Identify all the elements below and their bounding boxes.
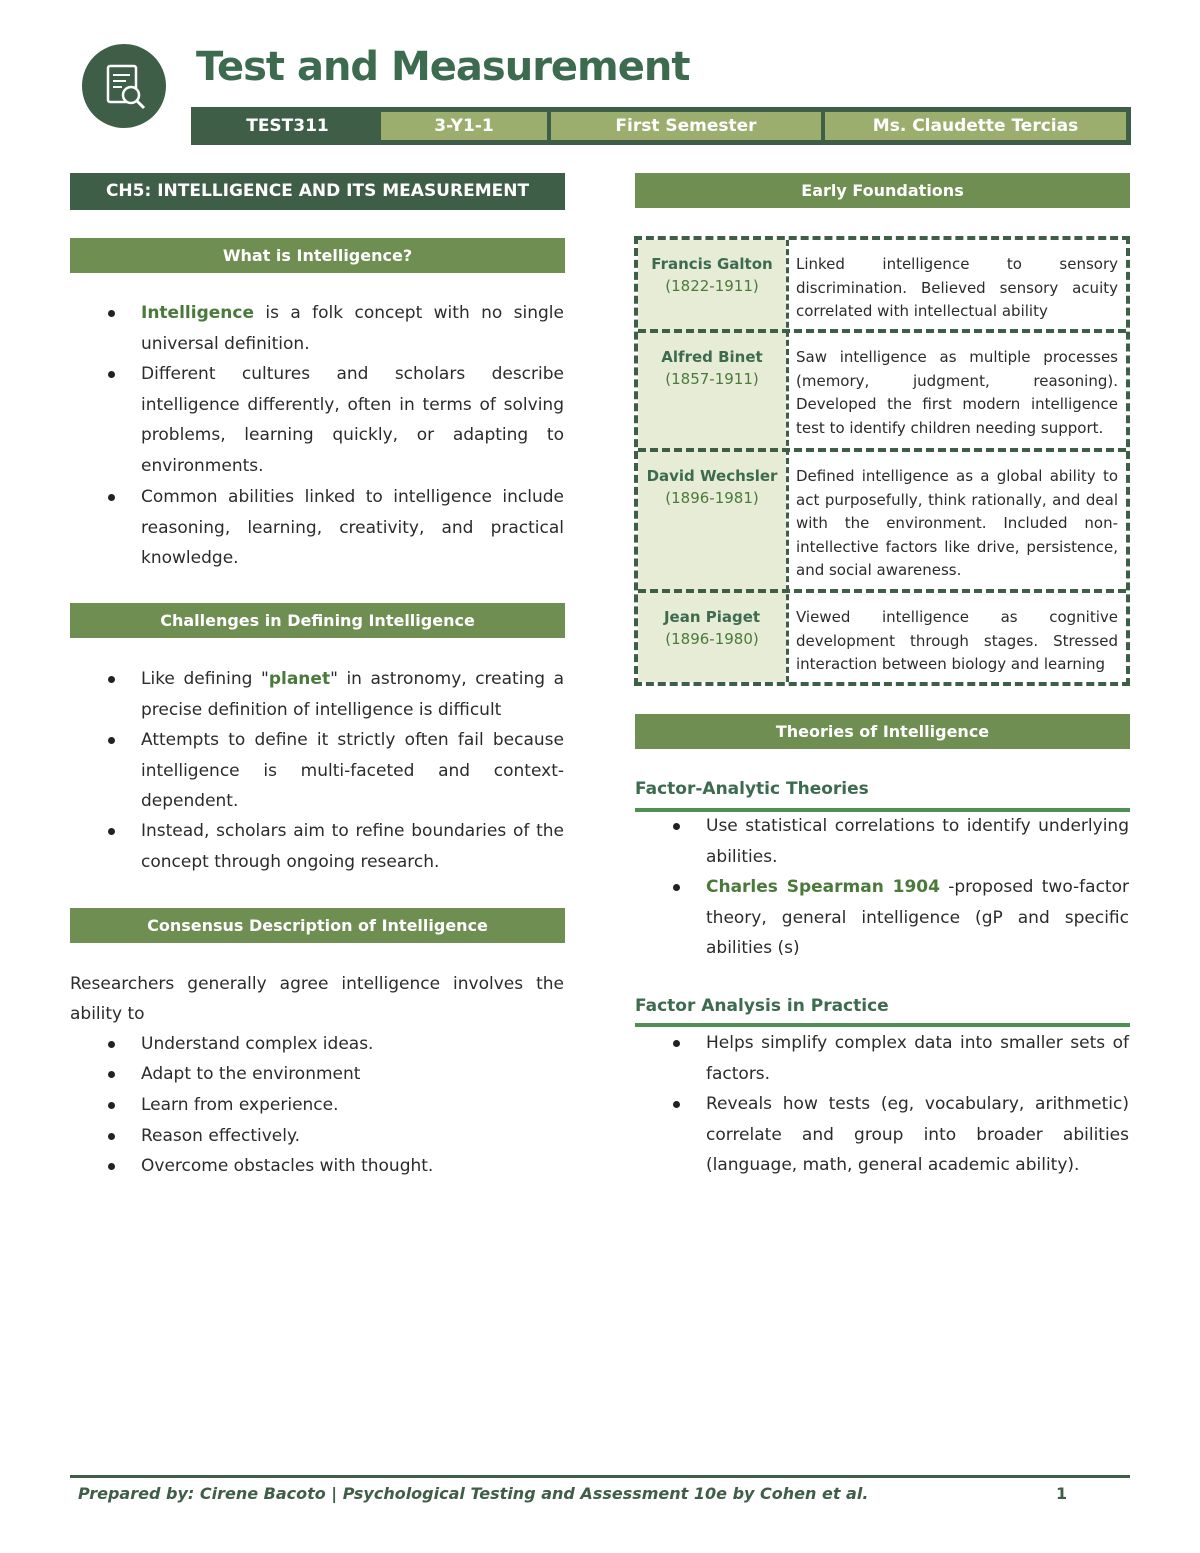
course-code: TEST311 — [196, 112, 379, 140]
table-row: Jean Piaget (1896-1980) — [663, 608, 761, 648]
list-item: Understand complex ideas. — [141, 1029, 564, 1060]
instructor-label: Ms. Claudette Tercias — [825, 112, 1126, 140]
consensus-header: Consensus Description of Intelligence — [70, 908, 565, 943]
footer-text: Prepared by: Cirene Bacoto | Psychological Testing and Assessment 10e by Cohen et al. — [78, 1484, 869, 1503]
list-item: Intelligence is a folk concept with no single universal definition. — [141, 298, 564, 359]
list-item: Common abilities linked to intelligence include reasoning, learning, creativity, and practical knowledge. — [141, 482, 564, 574]
table-row: Alfred Binet (1857-1911) — [661, 348, 763, 388]
what-is-intelligence-header: What is Intelligence? — [70, 238, 565, 273]
list-item: Overcome obstacles with thought. — [141, 1151, 564, 1182]
list-item: Like defining "planet" in astronomy, creating a precise definition of intelligence is difficult — [141, 664, 564, 725]
early-foundations-header: Early Foundations — [635, 173, 1130, 208]
theories-header: Theories of Intelligence — [635, 714, 1130, 749]
table-cell: Saw intelligence as multiple processes (memory, judgment, reasoning). Developed the first modern intelligence test to identify children needing support. — [796, 348, 1118, 437]
table-cell: Viewed intelligence as cognitive development through stages. Stressed interaction between biology and learning — [796, 608, 1118, 673]
list-item: Charles Spearman 1904 -proposed two-factor theory, general intelligence (gP and specific abilities (s) — [706, 872, 1129, 964]
list-item: Reveals how tests (eg, vocabulary, arithmetic) correlate and group into broader abilities (language, math, general academic ability). — [706, 1089, 1129, 1181]
divider — [635, 1023, 1130, 1027]
list-item: Helps simplify complex data into smaller sets of factors. — [706, 1028, 1129, 1089]
list-item: Reason effectively. — [141, 1121, 564, 1152]
list-item: Different cultures and scholars describe intelligence differently, often in terms of solving problems, learning quickly, or adapting to environments. — [141, 359, 564, 481]
list-item: Use statistical correlations to identify underlying abilities. — [706, 811, 1129, 872]
page-number: 1 — [1056, 1484, 1068, 1503]
foundations-table — [634, 236, 1130, 686]
table-row: David Wechsler (1896-1981) — [646, 467, 778, 507]
list-item: Attempts to define it strictly often fail because intelligence is multi-faceted and context-dependent. — [141, 725, 564, 817]
document-search-icon — [82, 44, 166, 128]
list-item: Adapt to the environment — [141, 1059, 564, 1090]
table-cell: Linked intelligence to sensory discrimination. Believed sensory acuity correlated with intellectual ability — [796, 255, 1118, 320]
challenges-header: Challenges in Defining Intelligence — [70, 603, 565, 638]
list-item: Learn from experience. — [141, 1090, 564, 1121]
semester-label: First Semester — [551, 112, 821, 140]
list-item: Instead, scholars aim to refine boundaries of the concept through ongoing research. — [141, 816, 564, 877]
section-label: 3-Y1-1 — [381, 112, 547, 140]
chapter-title: CH5: INTELLIGENCE AND ITS MEASUREMENT — [70, 173, 565, 210]
logo — [82, 44, 166, 128]
factor-analytic-title: Factor-Analytic Theories — [635, 779, 869, 799]
page-title: Test and Measurement — [196, 44, 690, 90]
footer-divider — [70, 1475, 1130, 1478]
consensus-intro: Researchers generally agree intelligence involves the ability to — [70, 974, 564, 1024]
table-cell: Defined intelligence as a global ability to act purposefully, think rationally, and deal with the environment. Included non-intellective factors like drive, persistence, and social awareness. — [796, 467, 1118, 579]
factor-practice-title: Factor Analysis in Practice — [635, 996, 889, 1016]
course-info-bar — [191, 107, 1131, 145]
table-row: Francis Galton (1822-1911) — [651, 255, 773, 295]
